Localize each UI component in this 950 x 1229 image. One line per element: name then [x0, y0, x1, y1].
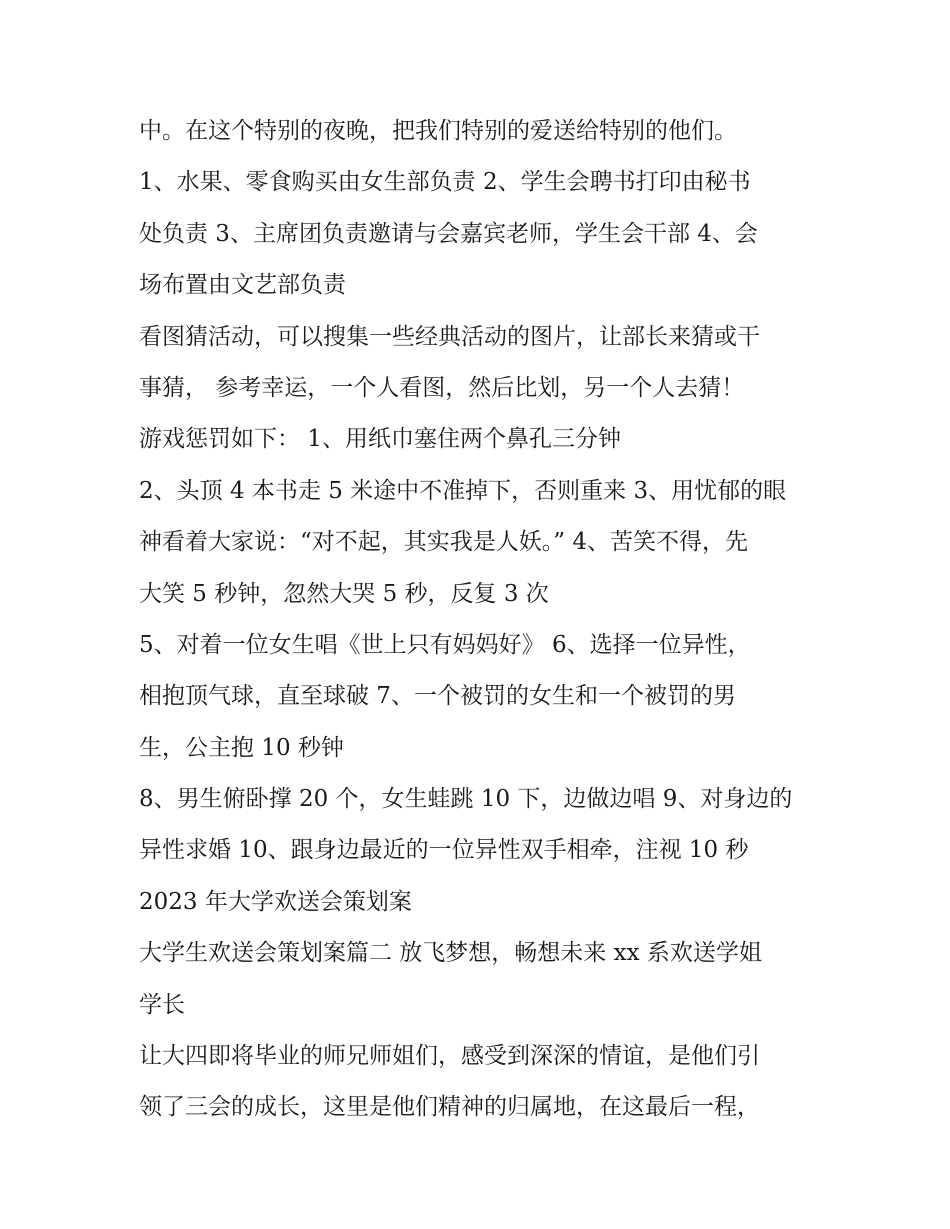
text-line: 学长 — [139, 991, 185, 1018]
text-line: 事猜， 参考幸运，一个人看图，然后比划，另一个人去猜！ — [139, 374, 745, 401]
text-line: 中。在这个特别的夜晚，把我们特别的爱送给特别的他们。 — [139, 118, 737, 144]
text-line: 相抱顶气球，直至球破 7、一个被罚的女生和一个被罚的男 — [139, 683, 736, 710]
text-line: 处负责 3、主席团负责邀请与会嘉宾老师，学生会干部 4、会 — [139, 220, 758, 247]
document-body — [139, 106, 829, 1134]
section-heading: 2023 年大学欢送会策划案 — [139, 888, 412, 915]
text-line: 游戏惩罚如下： 1、用纸巾塞住两个鼻孔三分钟 — [139, 426, 621, 453]
text-line: 8、男生俯卧撑 20 个，女生蛙跳 10 下，边做边唱 9、对身边的 — [139, 786, 793, 813]
text-line: 场布置由文艺部负责 — [139, 272, 346, 299]
text-line: 领了三会的成长，这里是他们精神的归属地，在这最后一程， — [139, 1094, 760, 1121]
text-line: 1、水果、零食购买由女生部负责 2、学生会聘书打印由秘书 — [139, 169, 751, 196]
text-line: 看图猜活动，可以搜集一些经典活动的图片，让部长来猜或干 — [139, 323, 760, 350]
text-line: 让大四即将毕业的师兄师姐们，感受到深深的情谊，是他们引 — [139, 1043, 760, 1070]
text-line: 大笑 5 秒钟，忽然大哭 5 秒，反复 3 次 — [139, 580, 549, 607]
text-line: 5、对着一位女生唱《世上只有妈妈好》 6、选择一位异性， — [139, 631, 751, 658]
text-line: 大学生欢送会策划案篇二 放飞梦想，畅想未来 xx 系欢送学姐 — [139, 940, 762, 967]
text-line: 生，公主抱 10 秒钟 — [139, 734, 344, 761]
text-line: 2、头顶 4 本书走 5 米途中不准掉下，否则重来 3、用忧郁的眼 — [139, 477, 787, 504]
text-line: 神看着大家说：“对不起，其实我是人妖。” 4、苦笑不得，先 — [139, 529, 748, 556]
text-line: 异性求婚 10、跟身边最近的一位异性双手相牵，注视 10 秒 — [139, 837, 749, 864]
